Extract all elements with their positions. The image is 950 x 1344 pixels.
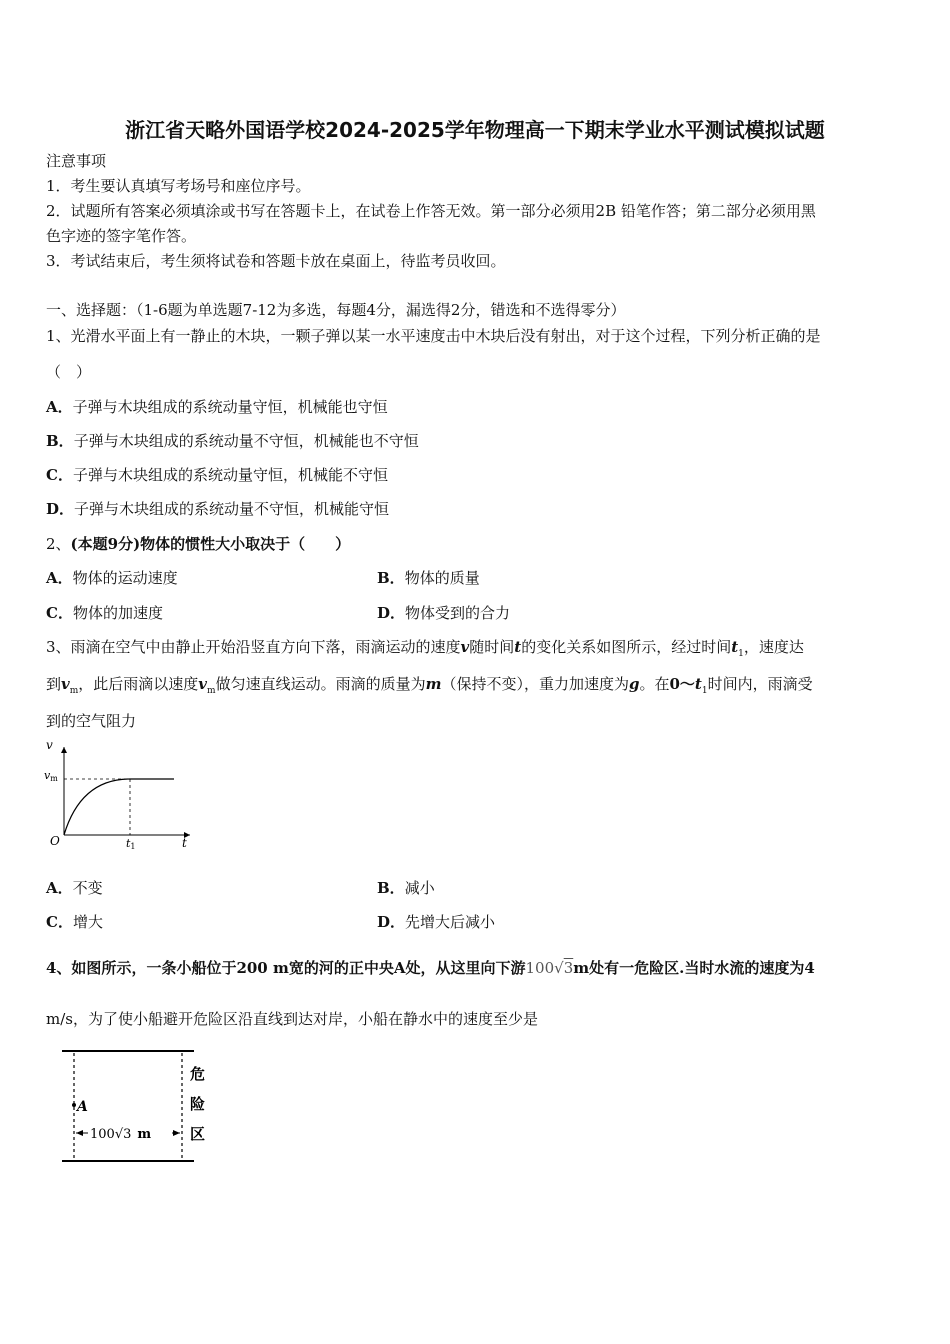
vm-label-main: v [44,769,51,782]
q3-text: 做匀速直线运动。雨滴的质量为 [215,675,426,693]
q3-text: 3、雨滴在空气中由静止开始沿竖直方向下落，雨滴运动的速度 [46,638,461,656]
q3-option-c[interactable] [46,912,103,932]
q3-stem-line1 [46,637,804,664]
q3-var-vm: v [61,675,70,693]
q1-stem: 1、光滑水平面上有一静止的木块，一颗子弹以某一水平速度击中木块后没有射出，对于这个过程，下列分析正确的是 [46,327,821,345]
q3-var-t1: t [731,638,739,656]
danger-char-2: 险 [190,1095,206,1113]
option-label: D． [377,913,406,931]
origin-label: O [50,834,60,848]
option-label: A． [46,569,73,587]
q3-option-a[interactable] [46,878,103,898]
q3-sub: 1 [738,649,744,659]
y-axis-label: v [46,738,53,752]
section-heading: 一、选择题：（1-6题为单选题7-12为多选，每题4分，漏选得2分，错选和不选得零分） [46,301,626,319]
q2-option-d[interactable] [377,603,510,623]
q3-text: 到 [46,675,62,693]
notice-heading: 注意事项 [46,152,107,170]
q3-sub: m [69,686,79,696]
q3-text: 时间内，雨滴受 [707,675,813,693]
velocity-curve [64,779,174,835]
option-text: 减小 [404,879,435,897]
q1-option-b[interactable] [46,431,419,451]
option-text: 物体的质量 [404,569,480,587]
sqrt-symbol-icon: √ [554,959,564,977]
notice-item-2-cont: 色字迹的签字笔作答。 [46,227,197,245]
option-text: 增大 [72,913,103,931]
x-axis-label: t [182,836,187,850]
q3-text: ，速度达 [743,638,804,656]
option-text: 子弹与木块组成的系统动量不守恒，机械能守恒 [74,500,390,518]
notice-item-3: 3．考试结束后，考生须将试卷和答题卡放在桌面上，待监考员收回。 [46,252,506,270]
q4-stem-line2: m/s，为了使小船避开危险区沿直线到达对岸，小船在静水中的速度至少是 [46,1010,538,1028]
q3-stem-line3: 到的空气阻力 [46,712,137,730]
q2-stem-text: (本题9分)物体的惯性大小取决于（ ） [70,535,351,553]
q4-distance-radicand: 3 [563,959,574,977]
q4-river-diagram [58,1045,228,1167]
q3-velocity-time-graph [40,735,210,855]
arrow-right-icon [173,1130,180,1136]
q4-distance-number: 100 [525,959,555,977]
q3-stem-line2 [46,674,813,701]
option-label: B． [377,569,405,587]
q4-text: 4、如图所示，一条小船位于200 m宽的河的正中央A处，从这里向下游 [46,959,526,977]
option-label: D． [46,500,75,518]
q4-stem-line1 [46,958,815,978]
option-label: B． [46,432,74,450]
q3-range: 0～ [669,675,695,693]
q3-text: ，此后雨滴以速度 [78,675,199,693]
sqrt-symbol-icon: √ [114,1127,124,1142]
q1-option-c[interactable] [46,465,388,485]
q3-var-v: v [460,638,470,656]
q3-sub: 1 [701,686,708,696]
page-title: 浙江省天略外国语学校2024-2025学年物理高一下期末学业水平测试模拟试题 [125,118,825,142]
distance-number: 100 [90,1127,115,1142]
q3-text: 的变化关系如图所示，经过时间 [521,638,732,656]
q3-text: （保持不变），重力加速度为 [441,675,629,693]
option-text: 物体的加速度 [72,604,163,622]
option-label: B． [377,879,405,897]
option-label: C． [46,466,73,484]
t1-label-main: t [126,837,131,850]
q2-number: 2、 [46,535,71,553]
notice-item-1: 1．考生要认真填写考场号和座位序号。 [46,177,311,195]
danger-char-3: 区 [190,1125,206,1143]
q3-option-b[interactable] [377,878,435,898]
point-a-dot [72,1103,76,1107]
q3-text: 随时间 [469,638,515,656]
q2-option-a[interactable] [46,568,178,588]
option-label: C． [46,604,73,622]
vm-label [44,769,58,783]
option-label: D． [377,604,406,622]
q1-option-a[interactable] [46,397,388,417]
option-text: 子弹与木块组成的系统动量不守恒，机械能也不守恒 [73,432,419,450]
q3-sub: m [207,686,216,696]
q1-option-d[interactable] [46,499,389,519]
t1-label-sub: 1 [130,842,136,851]
vm-label-sub: m [50,774,58,783]
q3-var-t: t [514,638,522,656]
option-label: A． [46,879,73,897]
option-text: 物体的运动速度 [72,569,178,587]
q2-option-c[interactable] [46,603,163,623]
q2-option-b[interactable] [377,568,480,588]
q2-stem [46,534,350,554]
t1-label [126,837,136,851]
q3-option-d[interactable] [377,912,495,932]
distance-unit: m [137,1127,152,1142]
q3-var-m: m [425,675,442,693]
q4-text: m处有一危险区.当时水流的速度为4 [573,959,815,977]
option-text: 物体受到的合力 [405,604,511,622]
q3-var-g: g [628,675,640,693]
option-text: 子弹与木块组成的系统动量守恒，机械能不守恒 [72,466,388,484]
distance-radicand: 3 [123,1127,132,1142]
danger-char-1: 危 [190,1065,206,1083]
q3-var-t1: t [694,675,702,693]
option-text: 子弹与木块组成的系统动量守恒，机械能也守恒 [72,398,388,416]
q1-paren: （ ） [46,363,92,381]
option-label: C． [46,913,73,931]
point-a-label: A [77,1099,88,1115]
q3-var-vm: v [198,675,208,693]
option-text: 不变 [72,879,103,897]
q3-text: 。在 [639,675,670,693]
distance-label [90,1127,151,1142]
q4-distance [525,959,573,977]
option-label: A． [46,398,73,416]
option-text: 先增大后减小 [405,913,496,931]
notice-item-2: 2．试题所有答案必须填涂或书写在答题卡上，在试卷上作答无效。第一部分必须用2B 铅笔作答；第二部分必须用黑 [46,202,816,220]
arrow-left-icon [76,1130,83,1136]
